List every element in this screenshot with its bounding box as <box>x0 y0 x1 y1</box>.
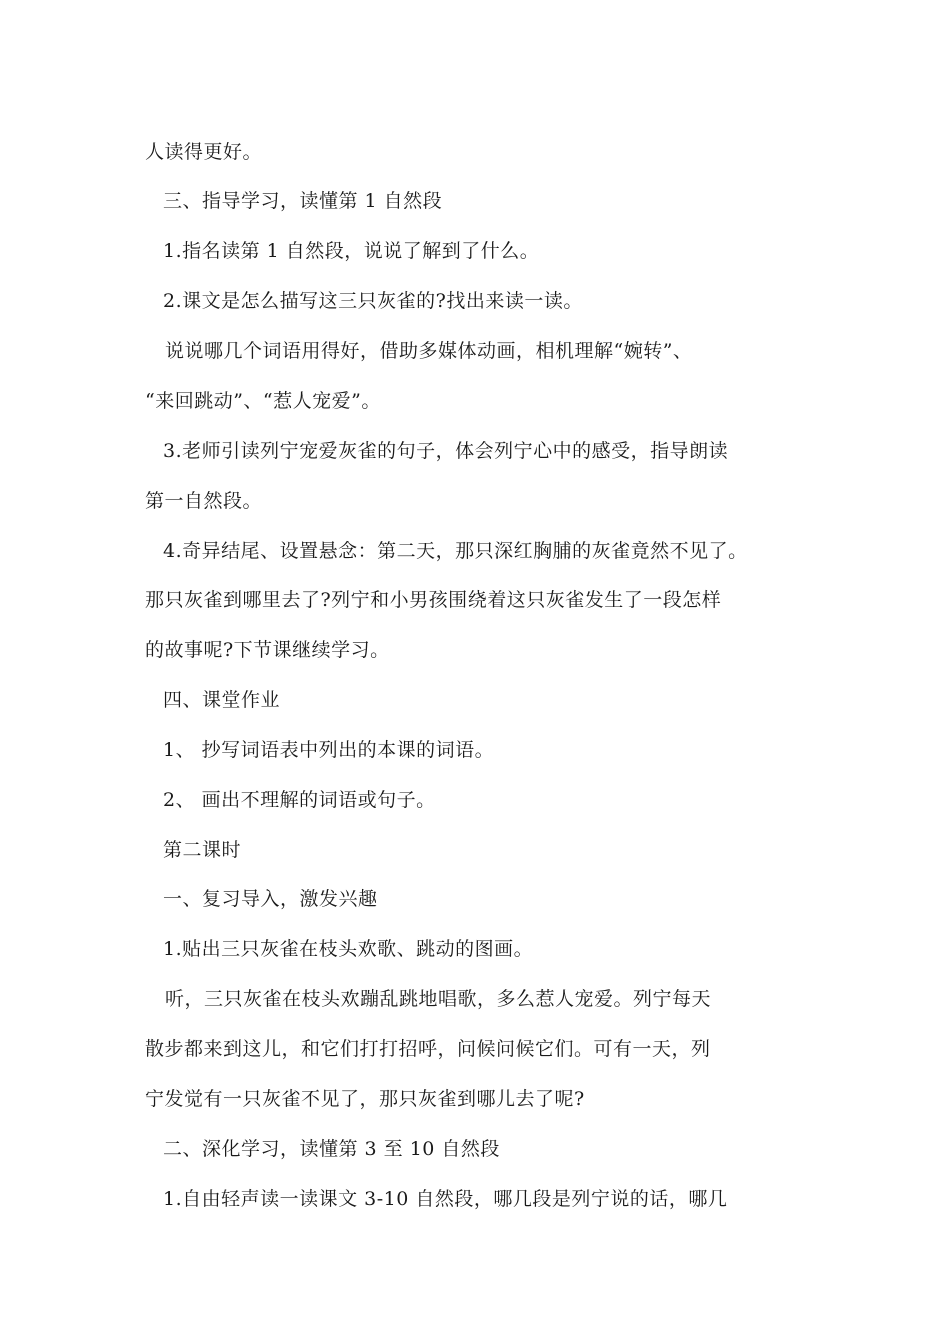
section-heading: 二、深化学习，读懂第 3 至 10 自然段 <box>163 1138 500 1160</box>
text-line: 听，三只灰雀在枝头欢蹦乱跳地唱歌，多么惹人宠爱。列宁每天 <box>165 988 712 1010</box>
text-line: 的故事呢?下节课继续学习。 <box>145 639 390 661</box>
text-line: 1.贴出三只灰雀在枝头欢歌、跳动的图画。 <box>163 938 534 960</box>
text-line: 4.奇异结尾、设置悬念：第二天，那只深红胸脯的灰雀竟然不见了。 <box>163 540 748 562</box>
section-heading: 一、复习导入，激发兴趣 <box>163 888 378 910</box>
section-heading: 三、指导学习，读懂第 1 自然段 <box>163 190 443 212</box>
text-line: 3.老师引读列宁宠爱灰雀的句子，体会列宁心中的感受，指导朗读 <box>163 440 729 462</box>
text-line: 散步都来到这儿，和它们打打招呼，问候问候它们。可有一天，列 <box>145 1038 711 1060</box>
text-line: 说说哪几个词语用得好，借助多媒体动画，相机理解“婉转”、 <box>165 340 693 362</box>
list-item: 1、 抄写词语表中列出的本课的词语。 <box>163 739 495 761</box>
text-line: 那只灰雀到哪里去了?列宁和小男孩围绕着这只灰雀发生了一段怎样 <box>145 589 722 611</box>
text-line: 人读得更好。 <box>145 141 263 163</box>
text-line: 1.自由轻声读一读课文 3-10 自然段，哪几段是列宁说的话，哪几 <box>163 1188 728 1210</box>
list-item: 2、 画出不理解的词语或句子。 <box>163 789 436 811</box>
text-line: “来回跳动”、“惹人宠爱”。 <box>145 390 381 412</box>
section-heading: 第二课时 <box>163 839 242 861</box>
text-line: 1.指名读第 1 自然段，说说了解到了什么。 <box>163 240 540 262</box>
text-line: 宁发觉有一只灰雀不见了，那只灰雀到哪儿去了呢? <box>145 1088 585 1110</box>
section-heading: 四、课堂作业 <box>163 689 281 711</box>
text-line: 第一自然段。 <box>145 490 263 512</box>
text-line: 2.课文是怎么描写这三只灰雀的?找出来读一读。 <box>163 290 583 312</box>
